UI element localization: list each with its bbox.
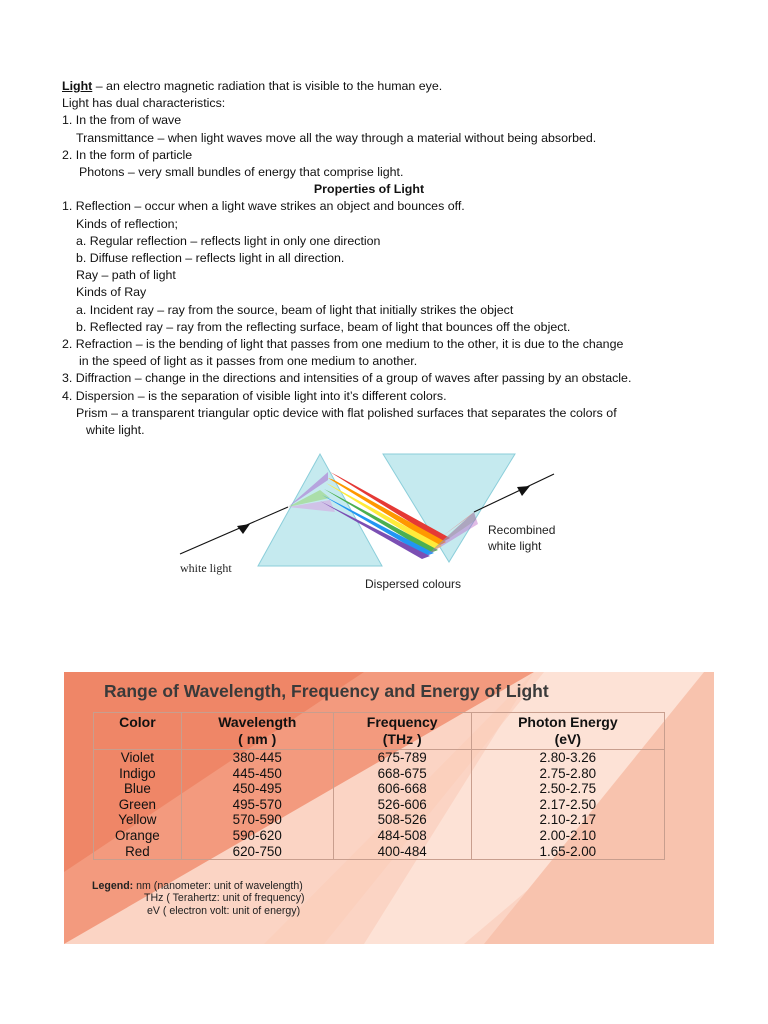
- particle-item: 2. In the form of particle: [62, 147, 193, 162]
- legend-thz: THz ( Terahertz: unit of frequency): [144, 892, 305, 905]
- reflected-ray: b. Reflected ray – ray from the reflecting surface, beam of light that bounces off the object.: [76, 319, 571, 334]
- ray-def: Ray – path of light: [76, 268, 176, 283]
- light-term: Light: [62, 79, 93, 93]
- wave-item: 1. In the from of wave: [62, 113, 182, 128]
- dispersion-item: 4. Dispersion – is the separation of visible light into it’s different colors.: [62, 388, 447, 403]
- table-row: Violet 380-445 675-789 2.80-3.26: [94, 750, 665, 766]
- prism-svg: [170, 450, 570, 600]
- reflection-item: 1. Reflection – occur when a light wave strikes an object and bounces off.: [62, 199, 465, 214]
- regular-reflection: a. Regular reflection – reflects light in only one direction: [76, 233, 381, 248]
- kinds-of-reflection: Kinds of reflection;: [76, 216, 178, 231]
- table-legend: [92, 880, 305, 917]
- label-recombined-1: Recombined: [488, 523, 556, 537]
- legend-label: Legend:: [92, 880, 134, 892]
- table-row: Indigo 445-450 668-675 2.75-2.80: [94, 766, 665, 782]
- transmittance-def: Transmittance – when light waves move all the way through a material without being absorbed.: [76, 130, 597, 145]
- table-row: Blue 450-495 606-668 2.50-2.75: [94, 781, 665, 797]
- label-white-light: white light: [180, 561, 232, 575]
- table-row: Yellow 570-590 508-526 2.10-2.17: [94, 812, 665, 828]
- header-photon-energy: Photon Energy (eV): [471, 713, 664, 750]
- light-definition: Light – an electro magnetic radiation that is visible to the human eye.: [62, 79, 443, 93]
- table-row: Orange 590-620 484-508 2.00-2.10: [94, 828, 665, 844]
- table-row: Green 495-570 526-606 2.17-2.50: [94, 797, 665, 813]
- prism-def: Prism – a transparent triangular optic device with flat polished surfaces that separates the colors of: [76, 405, 617, 420]
- photons-def: Photons – very small bundles of energy that comprise light.: [79, 165, 404, 180]
- properties-heading: Properties of Light: [313, 182, 425, 197]
- header-color: Color: [94, 713, 182, 750]
- incoming-arrow-icon: [237, 524, 250, 534]
- label-recombined-2: white light: [488, 539, 542, 553]
- refraction-cont: in the speed of light as it passes from one medium to another.: [79, 354, 418, 369]
- table-header-row: [94, 713, 665, 750]
- lesson-notes: [62, 78, 712, 439]
- refraction-item: 2. Refraction – is the bending of light that passes from one medium to the other, it is due to the change: [62, 337, 624, 352]
- label-dispersed: Dispersed colours: [365, 577, 462, 591]
- incident-ray: a. Incident ray – ray from the source, beam of light that initially strikes the object: [76, 302, 514, 317]
- legend-nm: nm (nanometer: unit of wavelength): [133, 880, 303, 892]
- legend-ev: eV ( electron volt: unit of energy): [147, 904, 301, 917]
- header-wavelength: Wavelength ( nm ): [181, 713, 333, 750]
- diffuse-reflection: b. Diffuse reflection – reflects light in all direction.: [76, 251, 345, 266]
- kinds-of-ray: Kinds of Ray: [76, 285, 147, 300]
- wavelength-table-panel: [64, 672, 714, 944]
- table-title: Range of Wavelength, Frequency and Energy of Light: [104, 681, 549, 701]
- prism-dispersion-diagram: [170, 450, 570, 600]
- prism-def-cont: white light.: [86, 423, 145, 438]
- dual-characteristics: Light has dual characteristics:: [62, 96, 226, 111]
- diffraction-item: 3. Diffraction – change in the directions and intensities of a group of waves after passing by an obstacle.: [62, 371, 632, 386]
- table-row: Red 620-750 400-484 1.65-2.00: [94, 844, 665, 860]
- header-frequency: Frequency (THz ): [333, 713, 471, 750]
- light-properties-table: [93, 712, 665, 860]
